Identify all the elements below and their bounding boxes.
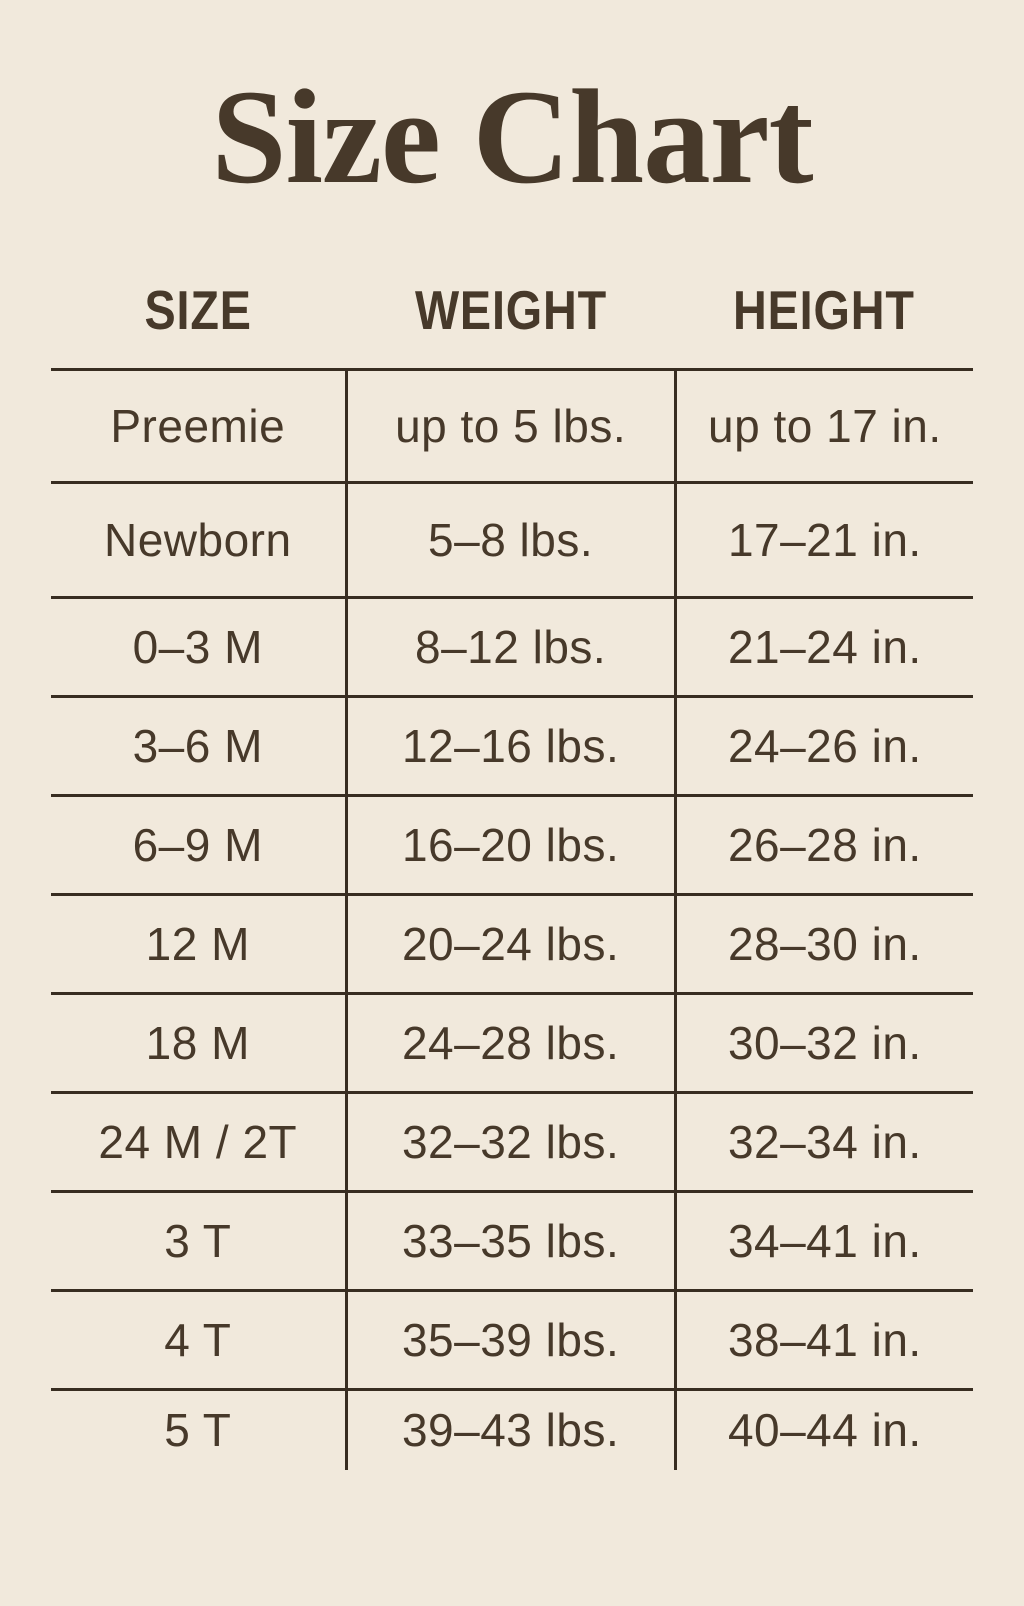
column-header-weight [346, 279, 675, 341]
table-row [51, 370, 973, 483]
cell-height: 26–28 in. [675, 796, 973, 895]
cell-height: up to 17 in. [675, 370, 973, 483]
cell-weight: 5–8 lbs. [346, 483, 675, 598]
table-row [51, 994, 973, 1093]
cell-height: 24–26 in. [675, 697, 973, 796]
cell-size: 6–9 M [51, 796, 346, 895]
cell-height: 21–24 in. [675, 598, 973, 697]
cell-weight: 32–32 lbs. [346, 1093, 675, 1192]
cell-size: 3–6 M [51, 697, 346, 796]
table-row [51, 1291, 973, 1390]
size-chart [51, 279, 973, 1470]
size-table [51, 368, 973, 1470]
column-header-size-label: SIZE [144, 279, 253, 341]
table-header-row [51, 279, 973, 341]
table-row [51, 598, 973, 697]
cell-size: Preemie [51, 370, 346, 483]
cell-size: 12 M [51, 895, 346, 994]
table-row [51, 796, 973, 895]
cell-size: 5 T [51, 1390, 346, 1470]
cell-weight: 12–16 lbs. [346, 697, 675, 796]
cell-weight: 24–28 lbs. [346, 994, 675, 1093]
page-title: Size Chart [211, 63, 813, 212]
cell-weight: 16–20 lbs. [346, 796, 675, 895]
column-header-height [675, 279, 973, 341]
cell-height: 17–21 in. [675, 483, 973, 598]
cell-weight: 33–35 lbs. [346, 1192, 675, 1291]
cell-weight: 39–43 lbs. [346, 1390, 675, 1470]
table-row [51, 1192, 973, 1291]
size-chart-page [0, 63, 1024, 1606]
cell-size: 4 T [51, 1291, 346, 1390]
cell-height: 32–34 in. [675, 1093, 973, 1192]
table-row [51, 1093, 973, 1192]
table-row [51, 483, 973, 598]
cell-weight: 35–39 lbs. [346, 1291, 675, 1390]
cell-size: 18 M [51, 994, 346, 1093]
table-row [51, 697, 973, 796]
cell-size: 0–3 M [51, 598, 346, 697]
cell-size: Newborn [51, 483, 346, 598]
cell-weight: up to 5 lbs. [346, 370, 675, 483]
cell-height: 40–44 in. [675, 1390, 973, 1470]
cell-height: 28–30 in. [675, 895, 973, 994]
cell-size: 3 T [51, 1192, 346, 1291]
column-header-height-label: HEIGHT [733, 279, 915, 341]
cell-weight: 20–24 lbs. [346, 895, 675, 994]
table-row [51, 1390, 973, 1470]
cell-size: 24 M / 2T [51, 1093, 346, 1192]
column-header-weight-label: WEIGHT [414, 279, 607, 341]
column-header-size [51, 279, 346, 341]
cell-height: 34–41 in. [675, 1192, 973, 1291]
cell-height: 38–41 in. [675, 1291, 973, 1390]
table-row [51, 895, 973, 994]
cell-height: 30–32 in. [675, 994, 973, 1093]
cell-weight: 8–12 lbs. [346, 598, 675, 697]
